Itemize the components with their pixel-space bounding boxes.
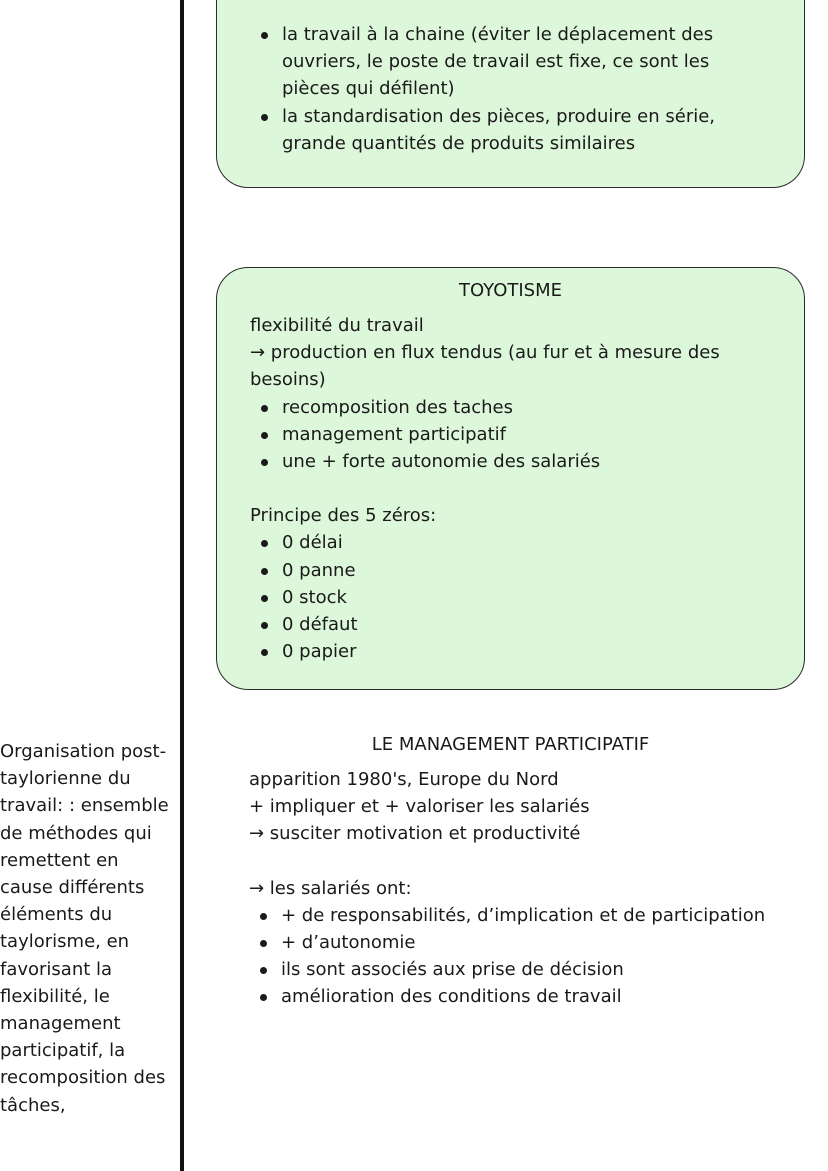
toyotisme-title: TOYOTISME bbox=[459, 280, 562, 301]
list-item: management participatif bbox=[250, 421, 770, 448]
zeros-bullet-list bbox=[250, 529, 770, 665]
toyotisme-intro: flexibilité du travail bbox=[250, 315, 424, 336]
list-item: 0 défaut bbox=[250, 611, 770, 638]
principe-label: Principe des 5 zéros: bbox=[250, 505, 437, 527]
management-line: + impliquer et + valoriser les salariés bbox=[249, 796, 590, 818]
list-item: + d’autonomie bbox=[249, 929, 805, 956]
management-line: → susciter motivation et productivité bbox=[249, 823, 581, 845]
list-item: 0 panne bbox=[250, 557, 770, 584]
management-content bbox=[249, 766, 805, 1011]
toyotisme-box bbox=[216, 267, 805, 690]
list-item: recomposition des taches bbox=[250, 394, 770, 421]
vertical-divider bbox=[180, 0, 184, 1171]
list-item: la travail à la chaine (éviter le déplacement des ouvriers, le poste de travail est fixe, ce sont les pièces qui défilent) bbox=[250, 21, 770, 103]
list-item: 0 stock bbox=[250, 584, 770, 611]
toyotisme-bullet-list bbox=[250, 394, 770, 476]
list-item: la standardisation des pièces, produire en série, grande quantités de produits similaires bbox=[250, 103, 770, 157]
toyotisme-flux: → production en flux tendus (au fur et à mesure des besoins) bbox=[250, 342, 720, 391]
spacer bbox=[249, 848, 805, 875]
list-item: ils sont associés aux prise de décision bbox=[249, 956, 805, 983]
list-item: une + forte autonomie des salariés bbox=[250, 448, 770, 475]
spacer bbox=[250, 475, 770, 502]
list-item: 0 papier bbox=[250, 638, 770, 665]
list-item: + de responsabilités, d’implication et de participation bbox=[249, 902, 805, 929]
list-item: 0 délai bbox=[250, 529, 770, 556]
left-margin-note bbox=[0, 738, 176, 1119]
fordisme-bullet-list bbox=[250, 21, 770, 157]
list-item: amélioration des conditions de travail bbox=[249, 983, 805, 1010]
toyotisme-content bbox=[250, 312, 770, 665]
management-title: LE MANAGEMENT PARTICIPATIF bbox=[371, 734, 650, 755]
fordisme-continuation-box bbox=[216, 0, 805, 188]
salaries-label: → les salariés ont: bbox=[249, 877, 412, 899]
left-note-text: Organisation post-taylorienne du travail: : ensemble de méthodes qui remettent en cause différents éléments du taylorisme, en favorisant la flexibilité, le management participatif, la recomposition des tâches, bbox=[0, 741, 169, 1116]
salaries-bullet-list bbox=[249, 902, 805, 1011]
management-participatif-section bbox=[216, 731, 805, 1011]
management-line: apparition 1980's, Europe du Nord bbox=[249, 769, 559, 790]
